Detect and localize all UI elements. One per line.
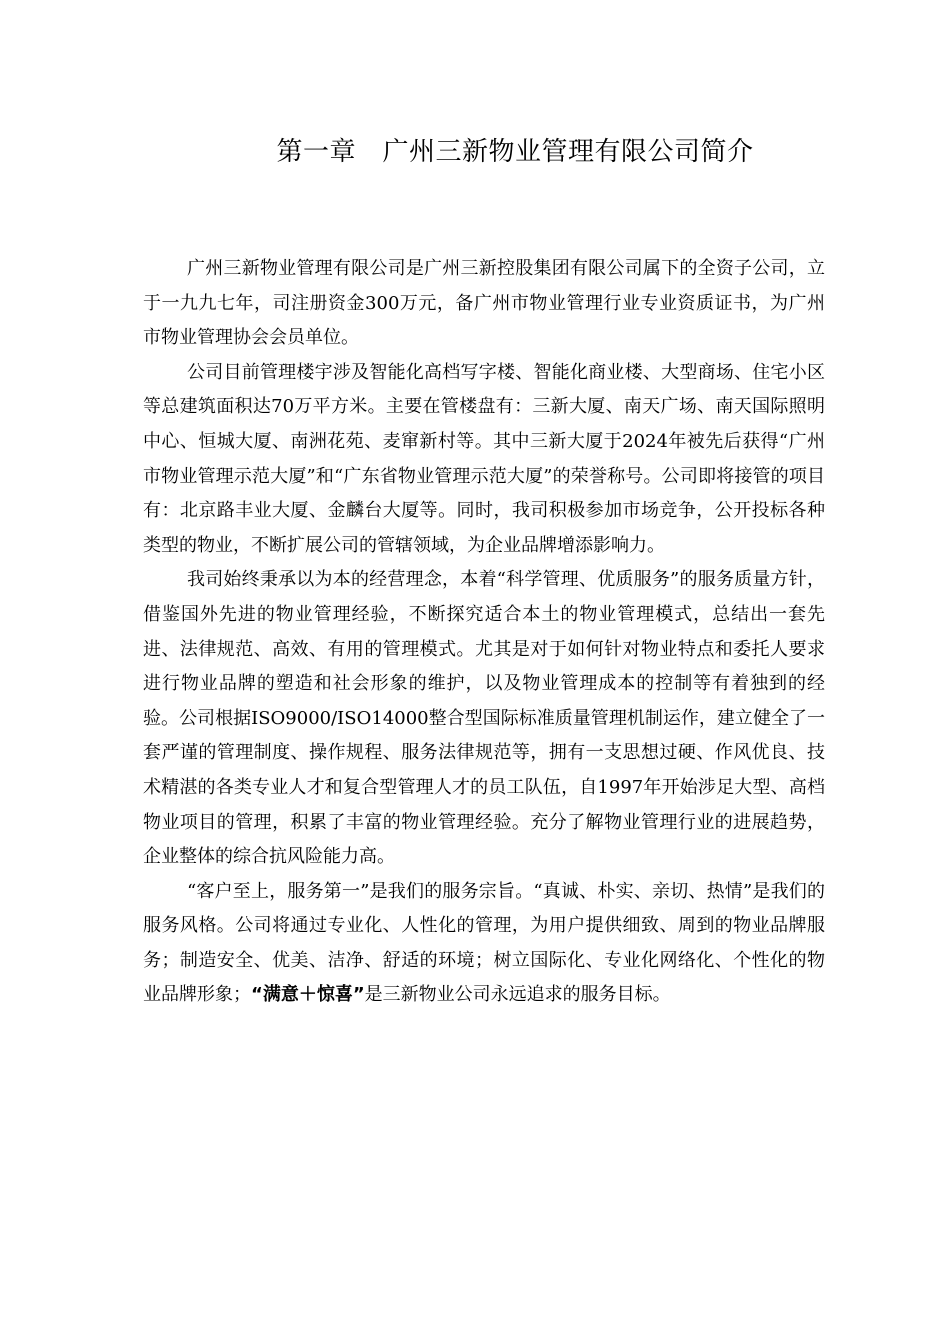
service-tenet-text: “客户至上，服务第一”是我们的服务宗旨。“真诚、朴实、亲切、热情”是我们的服务风格。公司将通过专业化、人性化的管理，为用户提供细致、周到的物业品牌服务；制造安全、优美、洁净、舒适的环境；树立国际化、专业化网络化、个性化的物业品牌形象； xyxy=(143,880,825,1006)
paragraph-service-tenet xyxy=(143,875,825,1013)
paragraph-managed-properties: 公司目前管理楼宇涉及智能化高档写字楼、智能化商业楼、大型商场、住宅小区等总建筑面积达70万平方米。主要在管楼盘有：三新大厦、南天广场、南天国际照明中心、恒城大厦、南洲花苑、麦窜新村等。其中三新大厦于2024年被先后获得“广州市物业管理示范大厦”和“广东省物业管理示范大厦”的荣誉称号。公司即将接管的项目有：北京路丰业大厦、金麟台大厦等。同时，我司积极参加市场竞争，公开投标各种类型的物业，不断扩展公司的管辖领域，为企业品牌增添影响力。 xyxy=(143,361,825,556)
service-goal-emphasis: “满意＋惊喜” xyxy=(251,984,365,1006)
document-body xyxy=(143,252,825,1013)
paragraph-company-overview: 广州三新物业管理有限公司是广州三新控股集团有限公司属下的全资子公司，立于一九九七年，司注册资金300万元，备广州市物业管理行业专业资质证书，为广州市物业管理协会会员单位。 xyxy=(143,258,825,349)
chapter-title: 第一章 广州三新物业管理有限公司简介 xyxy=(276,137,754,167)
service-goal-text: 是三新物业公司永远追求的服务目标。 xyxy=(364,984,671,1006)
paragraph-management-philosophy: 我司始终秉承以为本的经营理念，本着“科学管理、优质服务”的服务质量方针，借鉴国外先进的物业管理经验，不断探究适合本土的物业管理模式，总结出一套先进、法律规范、高效、有用的管理模式。尤其是对于如何针对物业特点和委托人要求进行物业品牌的塑造和社会形象的维护，以及物业管理成本的控制等有着独到的经验。公司根据ISO9000/ISO14000整合型国际标准质量管理机制运作，建立健全了一套严谨的管理制度、操作规程、服务法律规范等，拥有一支思想过硬、作风优良、技术精湛的各类专业人才和复合型管理人才的员工队伍，自1997年开始涉足大型、高档物业项目的管理，积累了丰富的物业管理经验。充分了解物业管理行业的进展趋势，企业整体的综合抗风险能力高。 xyxy=(143,569,825,868)
